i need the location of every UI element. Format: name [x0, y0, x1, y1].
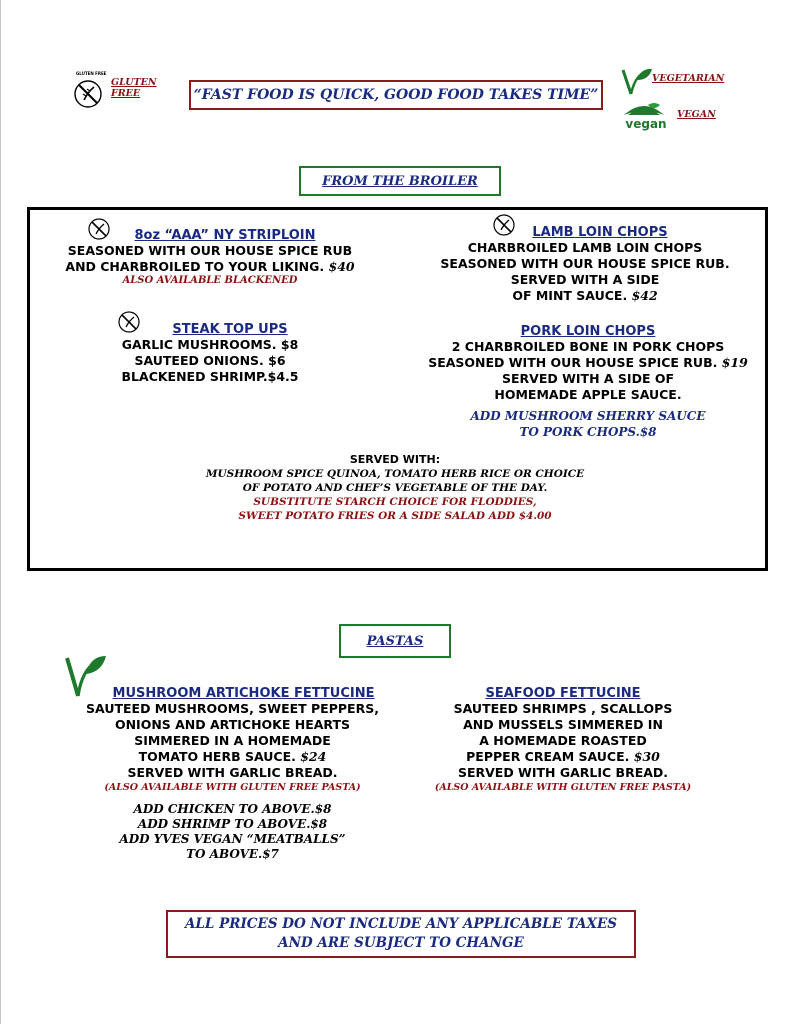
mushroom-add-2: ADD SHRIMP TO ABOVE.$8	[137, 817, 328, 831]
steak-top-ups-title: STEAK TOP UPS	[172, 322, 288, 337]
gluten-free-legend	[111, 77, 157, 99]
seafood-fettucine-line-3: A HOMEMADE ROASTED	[479, 733, 647, 748]
served-with-title: SERVED WITH:	[349, 453, 441, 466]
lamb-line-4	[420, 288, 750, 304]
seafood-fettucine-title: SEAFOOD FETTUCINE	[485, 686, 641, 701]
striploin-line-1: SEASONED WITH OUR HOUSE SPICE RUB	[67, 243, 353, 258]
lamb-line-2: SEASONED WITH OUR HOUSE SPICE RUB.	[440, 256, 730, 271]
gluten-free-badge-text: GLUTEN FREE	[76, 71, 107, 76]
vegan-logo-text: vegan	[625, 117, 667, 131]
mushroom-fettucine-item	[60, 686, 405, 862]
mushroom-fettucine-line-3: SIMMERED IN A HOMEMADE	[134, 733, 331, 748]
pork-line-2	[410, 355, 766, 371]
gluten-free-label-1: GLUTEN	[111, 77, 157, 88]
price-disclaimer-box	[166, 910, 636, 958]
mushroom-fettucine-title: MUSHROOM ARTICHOKE FETTUCINE	[112, 686, 375, 701]
pork-line-3: SERVED WITH A SIDE OF	[502, 371, 674, 386]
mushroom-add-3: ADD YVES VEGAN “MEATBALLS”	[119, 832, 346, 846]
steak-top-ups-line-1: GARLIC MUSHROOMS. $8	[121, 337, 299, 352]
gluten-free-label-2: FREE	[111, 88, 141, 99]
lamb-item	[420, 225, 750, 304]
pastas-section-title: PASTAS	[366, 633, 424, 649]
served-with-block	[150, 452, 640, 523]
seafood-fettucine-line-2: AND MUSSELS SIMMERED IN	[463, 717, 663, 732]
substitute-line-1: SUBSTITUTE STARCH CHOICE FOR FLODDIES,	[253, 496, 537, 508]
mushroom-add-1: ADD CHICKEN TO ABOVE.$8	[133, 802, 332, 816]
seafood-fettucine-line-4	[408, 749, 718, 765]
lamb-line-3: SERVED WITH A SIDE	[510, 272, 660, 287]
pork-item	[410, 324, 766, 440]
mushroom-fettucine-price: $24	[300, 749, 327, 764]
pork-addon-1: ADD MUSHROOM SHERRY SAUCE	[470, 409, 706, 423]
gluten-free-icon	[70, 74, 106, 110]
striploin-item	[50, 228, 370, 286]
striploin-price: $40	[328, 259, 355, 274]
steak-top-ups-item	[100, 322, 320, 385]
pork-price: $19	[721, 355, 748, 370]
striploin-line-2-text: AND CHARBROILED TO YOUR LIKING.	[65, 259, 325, 274]
seafood-fettucine-line-5: SERVED WITH GARLIC BREAD.	[457, 765, 669, 780]
lamb-line-1: CHARBROILED LAMB LOIN CHOPS	[467, 240, 703, 255]
seafood-fettucine-line-4-text: PEPPER CREAM SAUCE.	[466, 749, 630, 764]
mushroom-add-4: TO ABOVE.$7	[186, 847, 279, 861]
served-with-line-1: MUSHROOM SPICE QUINOA, TOMATO HERB RICE OR CHOICE	[205, 468, 585, 480]
mushroom-fettucine-note: (ALSO AVAILABLE WITH GLUTEN FREE PASTA)	[104, 782, 361, 793]
seafood-fettucine-line-1: SAUTEED SHRIMPS , SCALLOPS	[453, 701, 673, 716]
vegetarian-leaf-icon	[621, 66, 653, 96]
pastas-section-heading	[339, 624, 451, 658]
pork-addon-2: TO PORK CHOPS.$8	[519, 425, 657, 439]
striploin-line-2	[50, 259, 370, 275]
vegan-label: VEGAN	[677, 109, 716, 120]
motto-box	[189, 80, 603, 110]
striploin-note: ALSO AVAILABLE BLACKENED	[122, 275, 298, 286]
pork-line-4: HOMEMADE APPLE SAUCE.	[494, 387, 682, 402]
broiler-section-title: FROM THE BROILER	[322, 173, 478, 189]
vegetarian-label: VEGETARIAN	[652, 73, 725, 84]
lamb-line-4-text: OF MINT SAUCE.	[512, 288, 628, 303]
substitute-line-2: SWEET POTATO FRIES OR A SIDE SALAD ADD $4.00	[238, 510, 552, 522]
steak-top-ups-line-2: SAUTEED ONIONS. $6	[134, 353, 286, 368]
broiler-section-heading	[299, 166, 501, 196]
seafood-fettucine-note: (ALSO AVAILABLE WITH GLUTEN FREE PASTA)	[434, 782, 692, 793]
served-with-line-2: OF POTATO AND CHEF’S VEGETABLE OF THE DAY.	[242, 482, 548, 494]
price-disclaimer-line-1: ALL PRICES DO NOT INCLUDE ANY APPLICABLE TAXES	[184, 916, 618, 932]
pork-title: PORK LOIN CHOPS	[520, 324, 656, 339]
page-edge	[0, 0, 1, 1024]
mushroom-fettucine-line-2: ONIONS AND ARTICHOKE HEARTS	[114, 717, 351, 732]
seafood-fettucine-item	[408, 686, 718, 794]
mushroom-fettucine-line-4	[60, 749, 405, 765]
price-disclaimer-line-2: AND ARE SUBJECT TO CHANGE	[278, 935, 524, 951]
lamb-price: $42	[631, 288, 658, 303]
mushroom-fettucine-line-4-text: TOMATO HERB SAUCE.	[138, 749, 296, 764]
pork-line-2-text: SEASONED WITH OUR HOUSE SPICE RUB.	[428, 355, 718, 370]
striploin-title: 8oz “AAA” NY STRIPLOIN	[134, 228, 316, 243]
pork-line-1: 2 CHARBROILED BONE IN PORK CHOPS	[451, 339, 725, 354]
motto-text: “FAST FOOD IS QUICK, GOOD FOOD TAKES TIME”	[193, 87, 599, 103]
steak-top-ups-line-3: BLACKENED SHRIMP.$4.5	[121, 369, 299, 384]
mushroom-fettucine-line-5: SERVED WITH GARLIC BREAD.	[127, 765, 338, 780]
lamb-title: LAMB LOIN CHOPS	[532, 225, 668, 240]
seafood-fettucine-price: $30	[633, 749, 660, 764]
mushroom-fettucine-line-1: SAUTEED MUSHROOMS, SWEET PEPPERS,	[86, 701, 379, 716]
